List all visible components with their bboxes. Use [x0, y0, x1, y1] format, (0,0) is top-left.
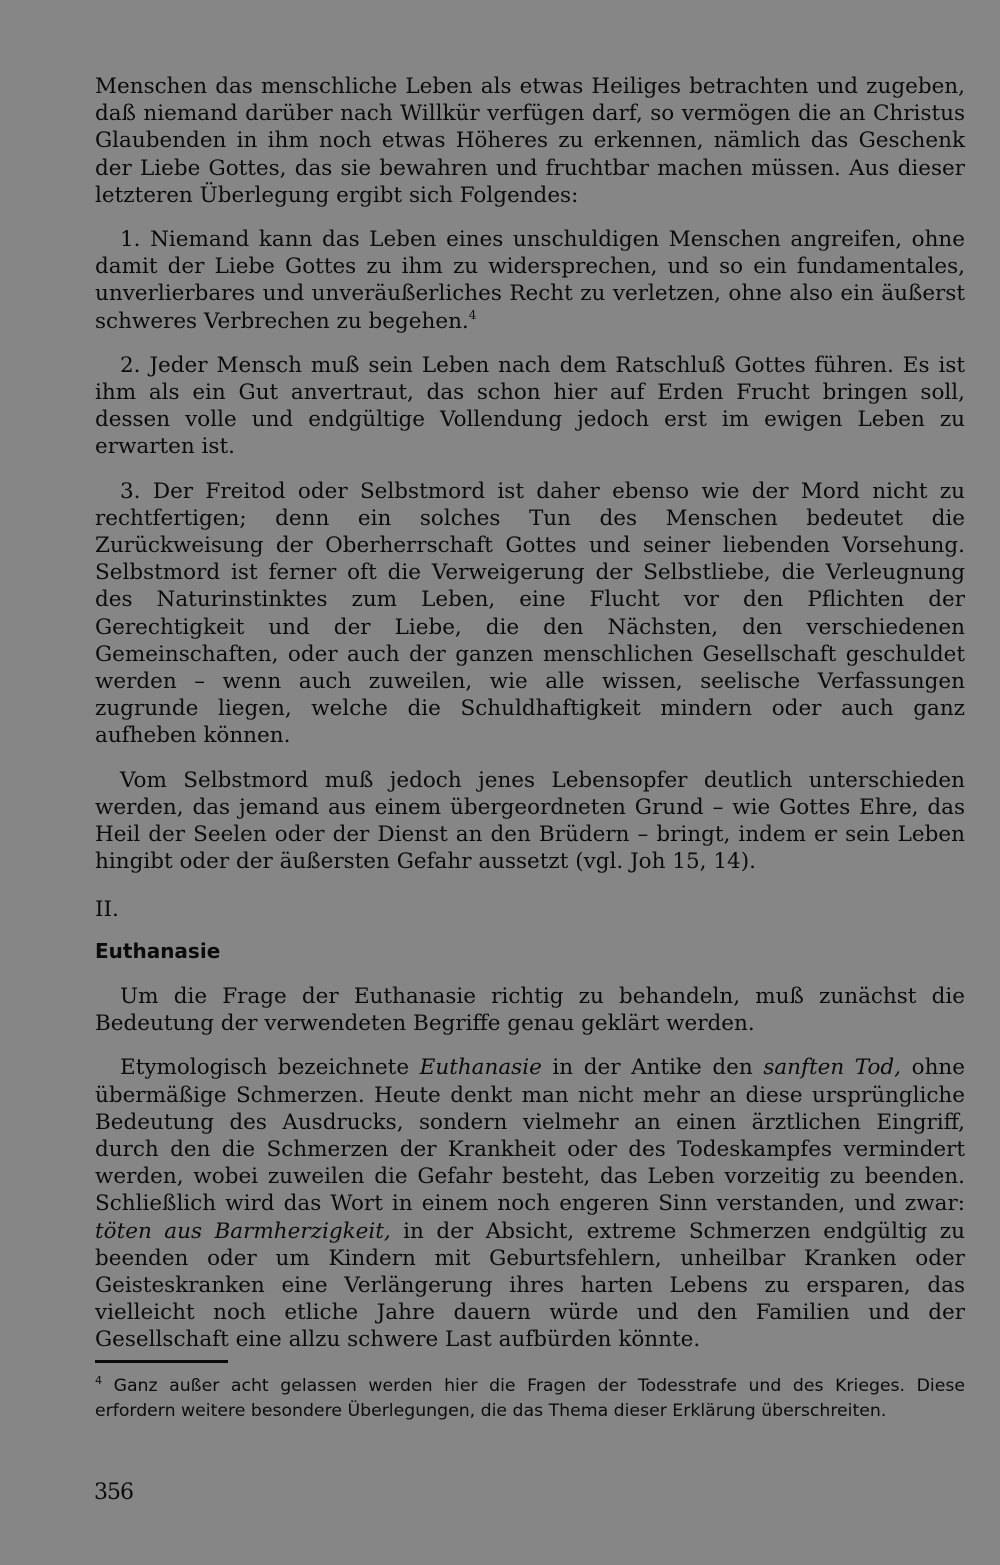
etymology-emphasis-euthanasie: Euthanasie	[419, 1055, 542, 1081]
body-text-top	[95, 73, 965, 875]
paragraph-continuation: Menschen das menschliche Leben als etwas Heiliges betrachten und zugeben, daß niemand darüber nach Willkür verfügen darf, so vermögen die an Christus Glaubenden in ihm noch etwas Höheres zu erkennen, nämlich das Geschenk der Liebe Gottes, das sie bewahren und fruchtbar machen müssen. Aus dieser letzteren Überlegung ergibt sich Folgendes:	[95, 74, 965, 208]
footnote-marker: 4	[95, 1374, 102, 1387]
numbered-paragraph-3: 3. Der Freitod oder Selbstmord ist daher ebenso wie der Mord nicht zu rechtfertigen; denn ein solches Tun des Menschen bedeutet die Zurückweisung der Oberherrschaft Gottes und seiner liebenden Vorsehung. Selbstmord ist ferner oft die Verweigerung der Selbstliebe, die Verleugnung des Naturinstinktes zum Leben, eine Flucht vor den Pflichten der Gerechtigkeit und der Liebe, die den Nächsten, den verschiedenen Gemeinschaften, oder auch der ganzen menschlichen Gesellschaft geschuldet werden – wenn auch zuweilen, wie alle wissen, seelische Verfassungen zugrunde liegen, welche die Schuldhaftigkeit mindern oder auch ganz aufheben können.	[95, 478, 965, 749]
footnote-separator	[95, 1360, 228, 1363]
etymology-text-1: Etymologisch bezeichnete	[120, 1055, 420, 1081]
etymology-text-3: ohne übermäßige Schmerzen. Heute denkt man nicht mehr an diese ursprüngliche Bedeutung des Ausdrucks, sondern vielmehr an einen ärztlichen Eingriff, durch den die Schmerzen der Krankheit oder des Todeskampfes vermindert werden, wobei zuweilen die Gefahr besteht, das Leben vorzeitig zu beenden. Schließlich wird das Wort in einem noch engeren Sinn verstanden, und zwar:	[95, 1055, 965, 1217]
footnote-reference: 4	[468, 307, 477, 322]
page-number: 356	[94, 1480, 133, 1505]
etymology-text-2: in der Antike den	[541, 1055, 764, 1081]
etymology-emphasis-barmherzigkeit: töten aus Barmherzigkeit,	[95, 1218, 391, 1244]
paragraph-intro: Um die Frage der Euthanasie richtig zu behandeln, muß zunächst die Bedeutung der verwendeten Begriffe genau geklärt werden.	[95, 984, 965, 1037]
etymology-emphasis-sanfter-tod: sanften Tod,	[763, 1055, 902, 1081]
footnote	[95, 1374, 965, 1423]
numbered-paragraph-1	[95, 226, 965, 335]
paragraph-etymology	[95, 1054, 965, 1353]
footnote-4	[95, 1374, 965, 1423]
section-heading: Euthanasie	[95, 939, 221, 963]
footnote-text: Ganz außer acht gelassen werden hier die Fragen der Todesstrafe und des Krieges. Diese erfordern weitere besondere Überlegungen, die das Thema dieser Erklärung überschreiten.	[95, 1376, 965, 1421]
numbered-paragraph-2: 2. Jeder Mensch muß sein Leben nach dem Ratschluß Gottes führen. Es ist ihm als ein Gut anvertraut, das schon hier auf Erden Frucht bringen soll, dessen volle und endgültige Vollendung jedoch erst im ewigen Leben zu erwarten ist.	[95, 352, 965, 460]
body-text-euthanasia	[95, 983, 965, 1354]
etymology-text-4: in der Absicht, extreme Schmerzen endgültig zu beenden oder um Kindern mit Geburtsfehlern, unheilbar Kranken oder Geisteskranken eine Verlängerung ihres harten Lebens zu ersparen, das vielleicht noch etliche Jahre dauern würde und den Familien und der Gesellschaft eine allzu schwere Last aufbürden könnte.	[95, 1218, 965, 1353]
numbered-paragraph-1-text: 1. Niemand kann das Leben eines unschuldigen Menschen angreifen, ohne damit der Liebe Gottes zu ihm zu widersprechen, und so ein fundamentales, unverlierbares und unveräußerliches Recht zu verletzen, ohne also ein äußerst schweres Verbrechen zu begehen.	[95, 227, 965, 334]
paragraph-self-sacrifice: Vom Selbstmord muß jedoch jenes Lebensopfer deutlich unterschieden werden, das jemand aus einem übergeordneten Grund – wie Gottes Ehre, das Heil der Seelen oder der Dienst an den Brüdern – bringt, indem er sein Leben hingibt oder der äußersten Gefahr aussetzt (vgl. Joh 15, 14).	[95, 767, 965, 875]
section-numeral: II.	[95, 897, 119, 922]
